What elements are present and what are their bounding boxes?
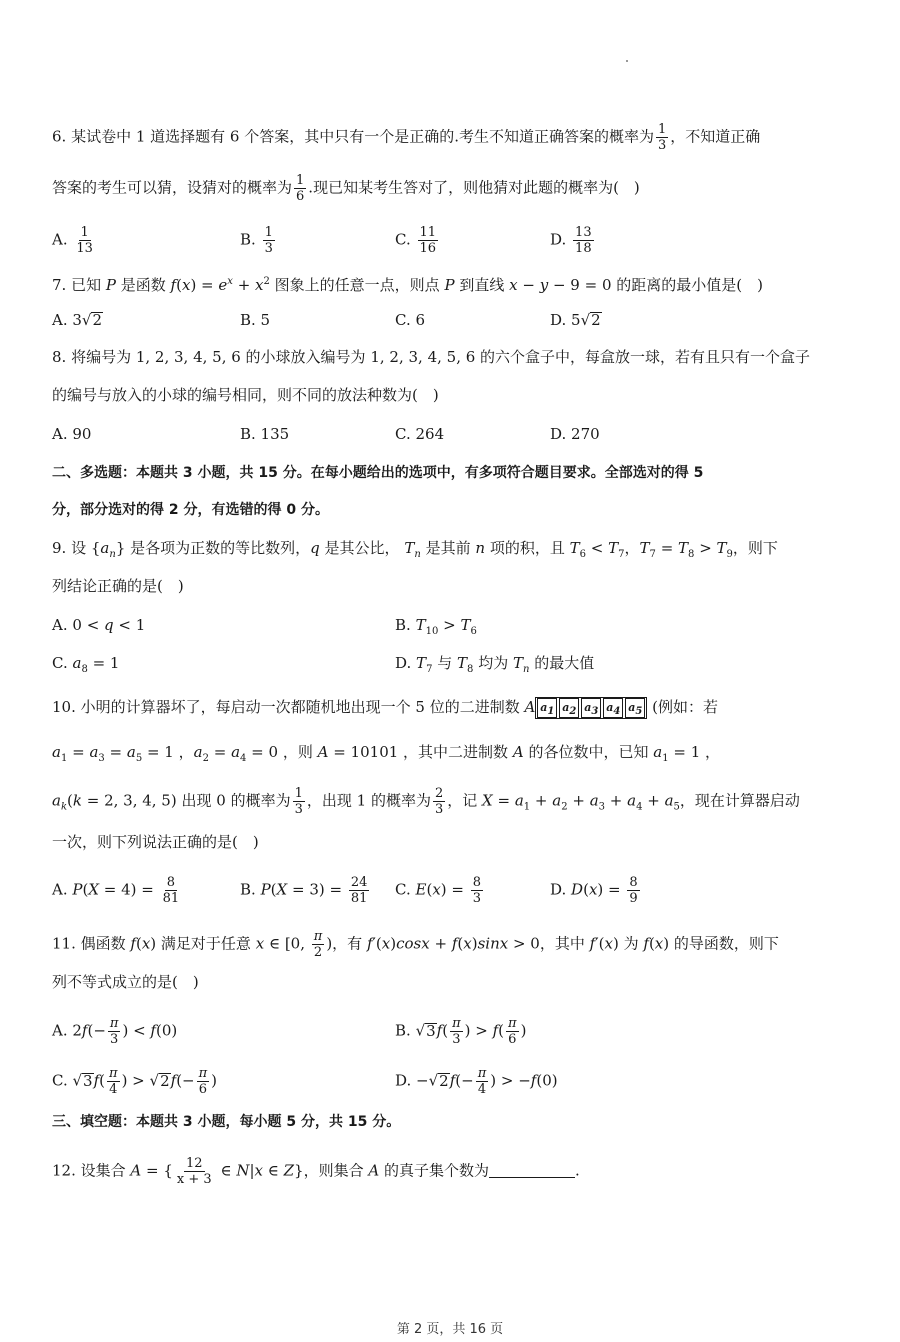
q7-line1: 7. 已知 P 是函数 $f(x) = e^x + x^2$ 图象上的任意一点，则点 P 到直线 x − y − 9 = 0 的距离的最小值是( ) xyxy=(52,276,763,294)
q9-option-b: B. $T_{10} > T_6$ xyxy=(395,616,477,637)
q11-line1: 11. 偶函数 f(x) 满足对于任意 x ∈ [0, $\frac{\pi}{2}$ )，有 f′(x)cosx + f(x)sinx > 0，其中 f′(x) 为 f(x) 的导函数，则下 xyxy=(52,929,779,960)
q7-option-b: B. 5 xyxy=(240,311,271,329)
q8-option-b: B. 135 xyxy=(240,425,290,443)
page-footer: 第 2 页，共 16 页 xyxy=(396,1322,504,1337)
section2-heading-line1: 二、多选题：本题共 3 小题，共 15 分。在每小题给出的选项中，有多项符合题目要求。全部选对的得 5 xyxy=(52,465,704,481)
q12-line: 12. 设集合 A = { $\frac{12}{x + 3}$ ∈ N|x ∈ Z}，则集合 A 的真子集个数为 . xyxy=(52,1156,580,1187)
q11-option-b: B. √3f( $\frac{\pi}{3}$ ) > f( $\frac{\pi}{6}$ ) xyxy=(395,1016,527,1047)
section3-heading: 三、填空题：本题共 3 小题，每小题 5 分，共 15 分。 xyxy=(52,1114,401,1130)
q6-option-d: D. $\frac{13}{18}$ xyxy=(550,225,592,256)
q8-option-a: A. 90 xyxy=(52,425,92,443)
q9-line2: 列结论正确的是( ) xyxy=(52,577,184,595)
q11-option-a: A. 2f(− $\frac{\pi}{3}$ ) < f(0) xyxy=(52,1016,178,1047)
q10-option-d: D. D(x) = $\frac{8}{9}$ xyxy=(550,875,638,906)
q10-line1: 10. 小明的计算器坏了，每启动一次都随机地出现一个 5 位的二进制数 A $a_1$ $a_2$ $a_3$ $a_4$ $a_5$ (例如：若 xyxy=(52,698,718,718)
section2-heading-line2: 分，部分选对的得 2 分，有选错的得 0 分。 xyxy=(52,502,329,518)
q7-option-d: D. 5√2 xyxy=(550,311,601,329)
q6-line1: 6. 某试卷中 1 道选择题有 6 个答案，其中只有一个是正确的.考生不知道正确答案的概率为 $\frac{1}{3}$ ，不知道正确 xyxy=(52,122,761,153)
q11-line2: 列不等式成立的是( ) xyxy=(52,973,199,991)
q7-option-c: C. 6 xyxy=(395,311,426,329)
q10-line3: $a_k(k = 2$, 3, 4, 5) 出现 0 的概率为 $\frac{1}{3}$ ，出现 1 的概率为 $\frac{2}{3}$ ，记 $X = a_1 + a_2 + a_3 + a_4 + a_5$，现在计算器启动 xyxy=(52,786,800,817)
q6-option-a: A. $\frac{1}{13}$ xyxy=(52,225,93,256)
answer-blank[interactable] xyxy=(489,1177,575,1178)
q10-option-b: B. P(X = 3) = $\frac{24}{81}$ xyxy=(240,875,368,906)
q8-option-c: C. 264 xyxy=(395,425,445,443)
q9-option-d: D. $T_7$ 与 $T_8$ 均为 $T_n$ 的最大值 xyxy=(395,654,595,675)
q11-option-c: C. √3f( $\frac{\pi}{4}$ ) > √2f(− $\frac{\pi}{6}$ ) xyxy=(52,1066,218,1097)
q10-option-a: A. P(X = 4) = $\frac{8}{81}$ xyxy=(52,875,180,906)
q6-option-c: C. $\frac{11}{16}$ xyxy=(395,225,437,256)
q10-line2: $a_1 = a_3 = a_5 = 1$ ，$a_2 = a_4 = 0$ ，则 A = 10101 ，其中二进制数 A 的各位数中，已知 $a_1 = 1$ ， xyxy=(52,743,721,764)
q6-line2: 答案的考生可以猜，设猜对的概率为 $\frac{1}{6}$ .现已知某考生答对了，则他猜对此题的概率为( ) xyxy=(52,173,640,204)
q8-option-d: D. 270 xyxy=(550,425,600,443)
q10-line4: 一次，则下列说法正确的是( ) xyxy=(52,833,259,851)
q9-option-c: C. $a_8 = 1$ xyxy=(52,654,120,675)
scan-speck xyxy=(626,60,628,62)
q8-line2: 的编号与放入的小球的编号相同，则不同的放法种数为( ) xyxy=(52,386,439,404)
binary-digit-boxes: $a_1$ $a_2$ $a_3$ $a_4$ $a_5$ xyxy=(535,697,647,719)
q9-line1: 9. 设 $\{a_n\}$ 是各项为正数的等比数列，q 是其公比， $T_n$ 是其前 n 项的积，且 $T_6 < T_7$，$T_7 = T_8 > T_9$，则下 xyxy=(52,539,778,560)
q11-option-d: D. −√2f(− $\frac{\pi}{4}$ ) > −f(0) xyxy=(395,1066,558,1097)
q7-option-a: A. 3√2 xyxy=(52,311,103,329)
q8-line1: 8. 将编号为 1, 2, 3, 4, 5, 6 的小球放入编号为 1, 2, 3, 4, 5, 6 的六个盒子中，每盒放一球，若有且只有一个盒子 xyxy=(52,348,811,366)
q6-option-b: B. $\frac{1}{3}$ xyxy=(240,225,273,256)
q9-option-a: A. 0 < q < 1 xyxy=(52,616,146,634)
q10-option-c: C. E(x) = $\frac{8}{3}$ xyxy=(395,875,482,906)
